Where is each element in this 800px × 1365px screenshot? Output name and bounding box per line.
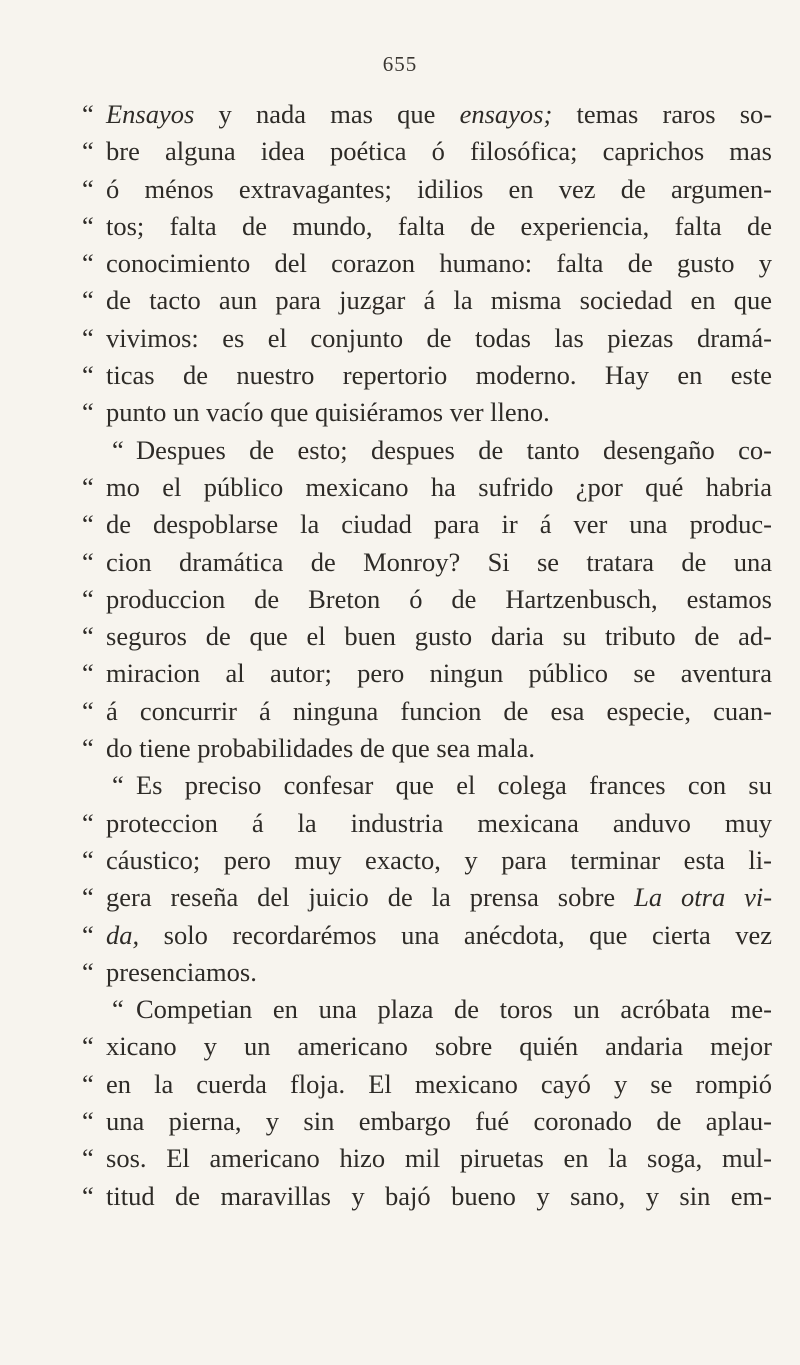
text-line — [82, 917, 772, 954]
line-text: Despues de esto; despues de tanto desengaño co- — [136, 434, 772, 465]
line-text: seguros de que el buen gusto daria su tributo de ad- — [106, 621, 772, 652]
line-text: tos; falta de mundo, falta de experiencia, falta de — [106, 210, 772, 241]
line-text: una pierna, y sin embargo fué coronado de aplau- — [106, 1106, 772, 1137]
text-line — [82, 432, 772, 469]
quote-mark: “ — [82, 1068, 94, 1099]
quote-mark: “ — [82, 919, 94, 950]
text-line — [82, 991, 772, 1028]
text-line — [82, 879, 772, 916]
text-line — [82, 394, 772, 431]
line-text: do tiene probabilidades de que sea mala. — [106, 733, 535, 764]
text-line — [82, 282, 772, 319]
line-text: gera reseña del juicio de la prensa sobre La otra vi- — [106, 882, 773, 913]
line-text: cion dramática de Monroy? Si se tratara de una — [106, 546, 772, 577]
quote-mark: “ — [82, 509, 94, 540]
line-text: mo el público mexicano ha sufrido ¿por qué habria — [106, 471, 772, 502]
quote-mark: “ — [82, 733, 94, 764]
quote-mark: “ — [82, 882, 94, 913]
quote-mark: “ — [82, 173, 94, 204]
text-line — [82, 954, 772, 991]
quote-mark: “ — [82, 397, 94, 428]
quote-mark: “ — [82, 1031, 94, 1062]
quote-mark: “ — [82, 360, 94, 391]
quote-mark: “ — [112, 770, 124, 801]
text-line — [82, 208, 772, 245]
line-text: cáustico; pero muy exacto, y para terminar esta li- — [106, 844, 772, 875]
line-text: Ensayos y nada mas que ensayos; temas raros so- — [106, 99, 773, 129]
line-text: Competian en una plaza de toros un acróbata me- — [136, 994, 772, 1025]
line-text: da, solo recordarémos una anécdota, que cierta vez — [106, 919, 773, 950]
quote-mark: “ — [82, 285, 94, 316]
line-text: vivimos: es el conjunto de todas las piezas dramá- — [106, 322, 772, 353]
text-line — [82, 581, 772, 618]
text-line — [82, 842, 772, 879]
line-text: produccion de Breton ó de Hartzenbusch, estamos — [106, 583, 772, 614]
quote-mark: “ — [82, 322, 94, 353]
line-text: Es preciso confesar que el colega frances con su — [136, 770, 772, 801]
line-text: miracion al autor; pero ningun público se aventura — [106, 658, 772, 689]
text-line — [82, 1103, 772, 1140]
line-text: á concurrir á ninguna funcion de esa especie, cuan- — [106, 695, 772, 726]
quote-mark: “ — [82, 210, 94, 241]
text-line — [82, 805, 772, 842]
quote-mark: “ — [82, 844, 94, 875]
quote-mark: “ — [82, 807, 94, 838]
quote-mark: “ — [82, 248, 94, 279]
quote-mark: “ — [112, 994, 124, 1025]
quote-mark: “ — [82, 621, 94, 652]
text-line — [82, 544, 772, 581]
text-line — [82, 357, 772, 394]
text-line — [82, 1178, 772, 1215]
quote-mark: “ — [82, 658, 94, 689]
text-line — [82, 245, 772, 282]
text-line — [82, 1028, 772, 1065]
line-text: ó ménos extravagantes; idilios en vez de argumen- — [106, 173, 772, 204]
text-line — [82, 96, 772, 133]
quote-mark: “ — [82, 1106, 94, 1137]
text-line — [82, 693, 772, 730]
text-line — [82, 469, 772, 506]
line-text: punto un vacío que quisiéramos ver lleno. — [106, 397, 550, 428]
quote-mark: “ — [112, 434, 124, 465]
text-line — [82, 767, 772, 804]
line-text: de despoblarse la ciudad para ir á ver una produc- — [106, 509, 772, 540]
quote-mark: “ — [82, 583, 94, 614]
line-text: conocimiento del corazon humano: falta de gusto y — [106, 248, 772, 279]
text-line — [82, 1066, 772, 1103]
line-text: ticas de nuestro repertorio moderno. Hay en este — [106, 360, 772, 391]
quote-mark: “ — [82, 136, 94, 167]
text-line — [82, 1140, 772, 1177]
line-text: presenciamos. — [106, 956, 257, 987]
page-number: 655 — [382, 52, 418, 76]
quote-mark: “ — [82, 99, 94, 129]
quote-mark: “ — [82, 546, 94, 577]
text-line — [82, 730, 772, 767]
line-text: en la cuerda floja. El mexicano cayó y se rompió — [106, 1068, 772, 1099]
text-line — [82, 320, 772, 357]
text-block — [82, 96, 772, 1215]
line-text: xicano y un americano sobre quién andaria mejor — [106, 1031, 772, 1062]
text-line — [82, 133, 772, 170]
line-text: titud de maravillas y bajó bueno y sano, y sin em- — [106, 1180, 772, 1211]
text-line — [82, 618, 772, 655]
text-line — [82, 171, 772, 208]
quote-mark: “ — [82, 956, 94, 987]
line-text: sos. El americano hizo mil piruetas en la soga, mul- — [106, 1143, 772, 1174]
text-line — [82, 655, 772, 692]
quote-mark: “ — [82, 1180, 94, 1211]
quote-mark: “ — [82, 1143, 94, 1174]
text-line — [82, 506, 772, 543]
line-text: bre alguna idea poética ó filosófica; caprichos mas — [106, 136, 772, 167]
quote-mark: “ — [82, 471, 94, 502]
quote-mark: “ — [82, 695, 94, 726]
line-text: de tacto aun para juzgar á la misma sociedad en que — [106, 285, 772, 316]
line-text: proteccion á la industria mexicana anduvo muy — [106, 807, 772, 838]
